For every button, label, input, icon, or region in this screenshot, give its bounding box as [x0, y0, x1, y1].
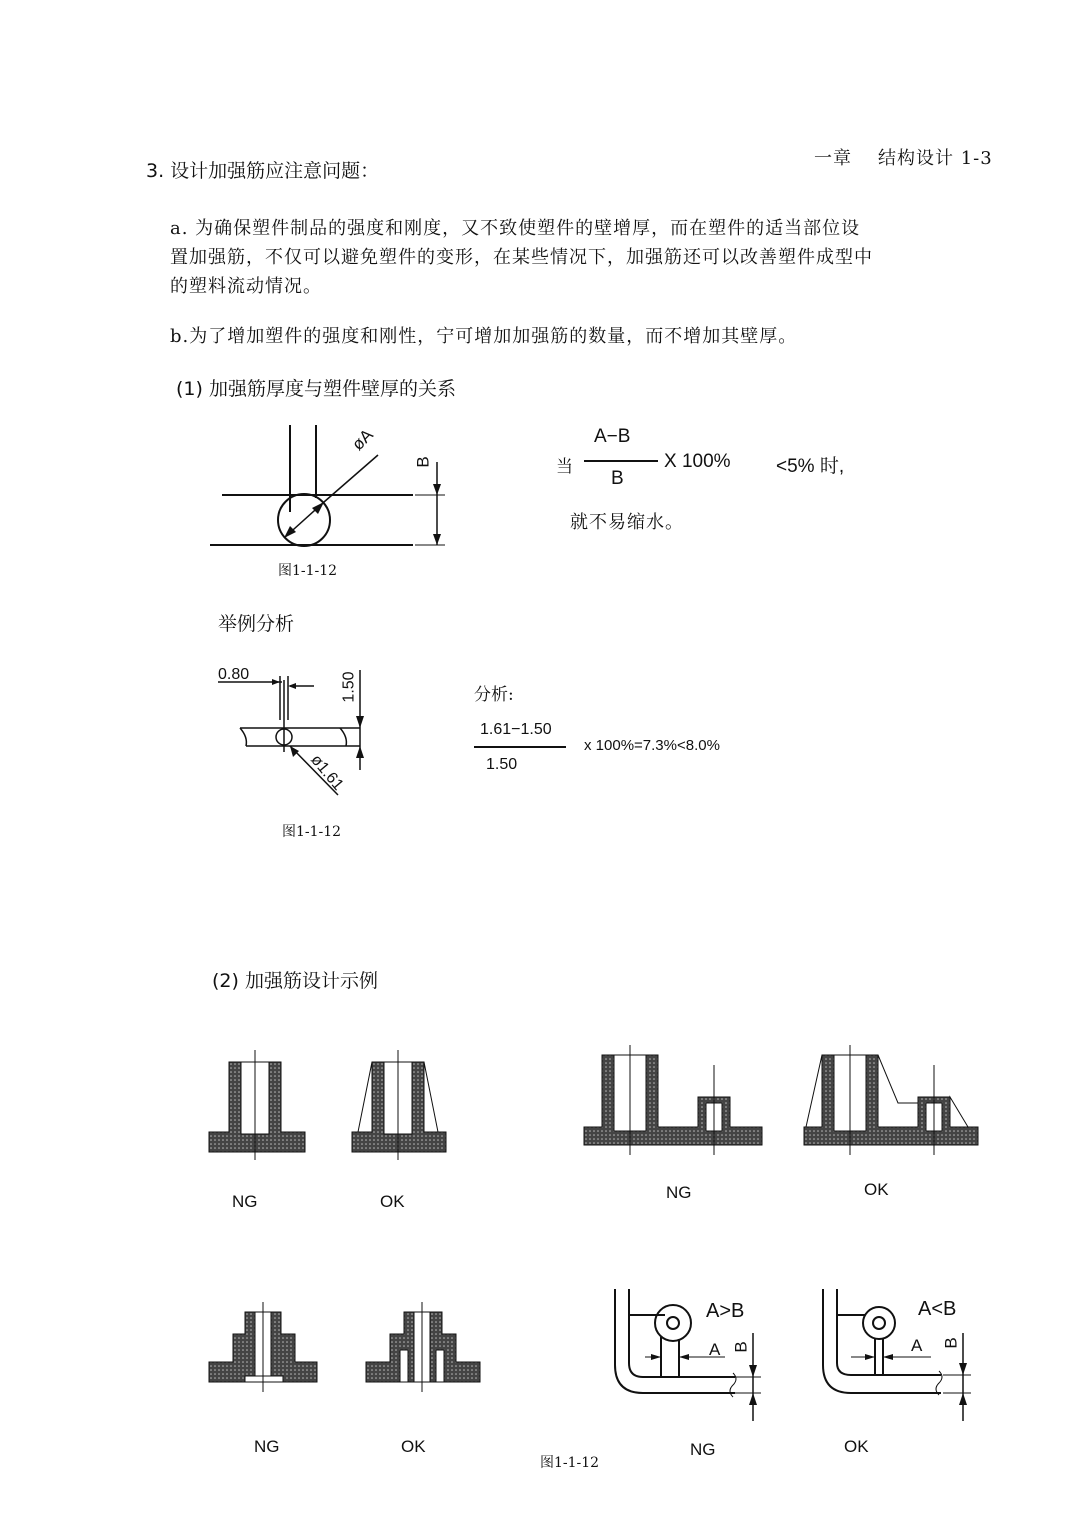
paragraph-a [170, 214, 873, 301]
a-greater-b-label: A>B [706, 1300, 745, 1322]
figure-caption: 图1-1-12 [282, 824, 342, 840]
corner-rib-ok-figure [815, 1285, 985, 1425]
ng-label: NG [232, 1192, 258, 1211]
analysis-denominator: 1.50 [486, 756, 518, 773]
formula-times: X 100% [664, 451, 731, 472]
wall-thickness-value: 1.50 [340, 671, 358, 703]
subheading-2: (2) 加强筋设计示例 [212, 970, 378, 992]
formula-prefix: 当 [556, 457, 573, 477]
formula-result: 就不易缩水。 [570, 512, 684, 533]
dim-a-label: A [911, 1336, 923, 1355]
b-label: B [413, 456, 433, 468]
paragraph-b: b.为了增加塑件的强度和刚性，宁可增加加强筋的数量，而不增加其壁厚。 [170, 326, 798, 347]
rib-thickness-value: 0.80 [218, 666, 250, 683]
stepped-boss-ng-figure [205, 1300, 325, 1400]
ok-label: OK [844, 1437, 869, 1456]
ng-label: NG [254, 1437, 280, 1456]
dim-b-label: B [941, 1337, 961, 1349]
dim-a-label: A [709, 1340, 721, 1359]
subheading-1: (1) 加强筋厚度与塑件壁厚的关系 [176, 378, 456, 400]
boss-ok-figure [348, 1050, 458, 1160]
figure-caption: 图1-1-12 [278, 563, 338, 579]
dim-b-label: B [731, 1341, 751, 1353]
analysis-fraction-bar [474, 746, 566, 748]
chapter-label: 一章 [814, 148, 852, 169]
paragraph-a-line: a. 为确保塑件制品的强度和刚度，又不致使塑件的壁增厚，而在塑件的适当部位设 [170, 218, 861, 239]
boss-ng-figure [205, 1050, 315, 1160]
corner-rib-ng-figure [605, 1285, 775, 1425]
ng-label: NG [690, 1440, 716, 1459]
formula-denominator: B [611, 468, 624, 489]
figure-caption: 图1-1-12 [540, 1455, 600, 1471]
stepped-boss-ok-figure [362, 1300, 492, 1400]
example-heading: 举例分析 [218, 613, 295, 635]
paragraph-a-line: 置加强筋，不仅可以避免塑件的变形，在某些情况下，加强筋还可以改善塑件成型中 [170, 247, 873, 268]
section-label: 结构设计 1-3 [878, 148, 993, 169]
ok-label: OK [380, 1192, 405, 1211]
rib-thickness-figure [200, 420, 460, 560]
ok-label: OK [864, 1180, 889, 1199]
a-less-b-label: A<B [918, 1298, 957, 1320]
diameter-value: ø1.61 [307, 751, 347, 794]
fraction-bar [584, 460, 658, 462]
analysis-label: 分析: [474, 685, 514, 705]
ok-label: OK [401, 1437, 426, 1456]
ng-label: NG [666, 1183, 692, 1202]
analysis-result: x 100%=7.3%<8.0% [584, 737, 720, 754]
paragraph-a-line: 的塑料流动情况。 [170, 276, 322, 297]
double-boss-ng-figure [580, 1045, 770, 1155]
formula-numerator: A−B [594, 426, 631, 447]
diameter-a-label: øA [348, 425, 377, 455]
analysis-numerator: 1.61−1.50 [480, 721, 552, 738]
page-heading: 3. 设计加强筋应注意问题： [146, 160, 380, 182]
double-boss-ok-figure [800, 1045, 990, 1155]
formula-condition: <5% 时, [776, 456, 845, 477]
